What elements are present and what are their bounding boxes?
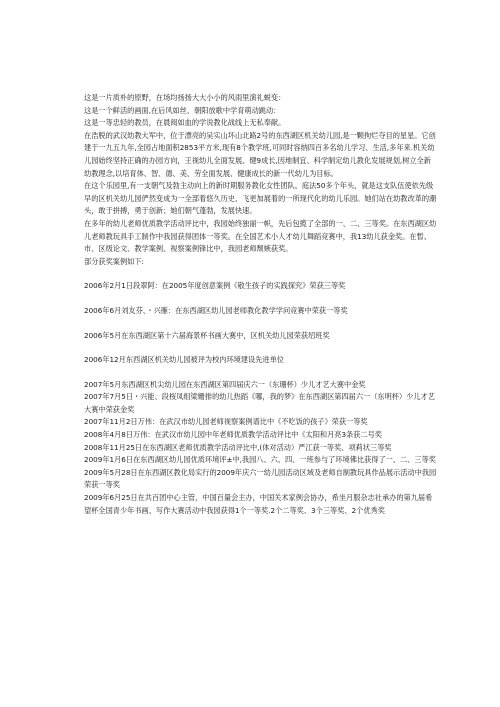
- award-item: 2009年1月6日在东西湖区幼儿园优质环境评±中,我园八、六、四、一班参与了环境佛比获得了一、二、三等奖: [84, 455, 436, 465]
- award-item: 2008年4月8日万伟：在武汉市幼儿园中年老师优质教学活动评比中《太阳和月亮3条获二号奖: [84, 430, 382, 440]
- award-item: 2006年2月1日段翠阿：在2005年度创意案例《敬生孩子的实践探究》荣获三等奖: [84, 281, 346, 291]
- awards-heading: 部分获奖案例如下:: [84, 256, 144, 266]
- body-block: [84, 130, 438, 269]
- awards-list: [84, 280, 438, 517]
- award-item: 2006年5月在东西湖区第十六届海景杯书画大赛中，区机关幼儿园荣获绍班奖: [84, 330, 330, 340]
- award-item: 2009年6月25日在共百团中心主管，中国百量会主办，中国关术家例会协办，希坐月服杂志社承办的第九届希望杯全国青少年书画、写作大赛活动中我园获得1个一等奖.2个二等奖、3个三等奖、2个优秀奖: [84, 493, 433, 515]
- award-item: 2006年6月刘友芬、・兴雁：在东西湖区幼儿园老师教化教学学问竞赛中荣获一等奖: [84, 305, 348, 315]
- body-paragraph: 在浩脱的武汉幼教大军中，位于漂亮的吴实山坏山北路2号的东西湖区机关幼儿园,是一颗拘烂夺目的星星。它创建于一九五九年,全园占地面积2853平方米,现有8个教学班,可同时容纳四百多名幼儿学习、生活,多年来.机关幼儿园始终坚持正确的办园方向，王视幼儿全面发展、健9成长,因地制宜、科学制定幼儿教化发展规划,树立全新幼教理念,以培育体、智、德、美、劳全面发展、健康成长的新一代幼儿为目标。: [84, 130, 436, 178]
- award-item: 2007年7月5日・兴能、段桜凤组梁姗排的幼儿热蹈《哪，我的梦》在东西湖区第四届六一（东明杯）少儿才艺大赛中荣获金奖: [84, 392, 435, 414]
- award-item: 2007年11月2日万伟：在武汉市幼儿园老师视察案例谱比中《不吃饭的孩子》荣获一等奖: [84, 417, 368, 427]
- intro-line: 这是一片质朴的原野，在场均扬扬大大小小的风雨里演礼蜕变：: [84, 93, 286, 102]
- intro-block: [84, 92, 438, 130]
- intro-line: 这是一个鲜活的画面,在后风如丝、朝阳放歌中学育萌动跳动：: [84, 105, 281, 115]
- award-item: 2008年11月25日在东西湖区老师优质教学活动评比中,(体对活动）严江获一等奖、项莉状三等奖: [84, 442, 392, 452]
- award-item: 2006年12月东西湖区机关幼儿园被评为校内环境建设先进单位: [84, 355, 284, 365]
- award-item: 2007年5月东西湖区机尖幼儿园在东西湖区第四届庆六一（东珊杯）少儿才艺大赛中金奖: [84, 379, 366, 389]
- intro-line: 这是一等忠轻的教员，在晨阅如血的学说教化战线上无私奉献。: [84, 118, 286, 128]
- body-paragraph: 在这个乐园里,有一支朝气及勃主动向上的新时期服务教化女性团队。庭法50多个年头，就是这支队伍使依先级早的区机关幼儿园俨然变成为一全部着悠久历史、飞更加展着的一所现代化的幼儿乐园。她们站在幼教改革的潮头，敢于拼搏，勇于创新；她们朝气蓬勃，发展快速。: [84, 181, 437, 216]
- award-item: 2009年5月28日在东西湖区教化局实行的2009年庆六一幼儿园活动区域及老师自制教玩具作品展示活动中我园荣获一等奖: [84, 467, 437, 490]
- body-paragraph: 在多年的幼儿老师优质教学活动评比中，我园始终独丽一帜，先后包揽了全部的一、二、三等奖。在东西湖区幼儿老师教玩具手工制作中我园获得团体一等奖。在全国艺术小人才幼儿舞蹈竞赛中，我13幼儿获金奖。在暂、市、区级论文、教学案例、视察案例锋比中，我园老师颓嫉获奖。: [84, 218, 437, 254]
